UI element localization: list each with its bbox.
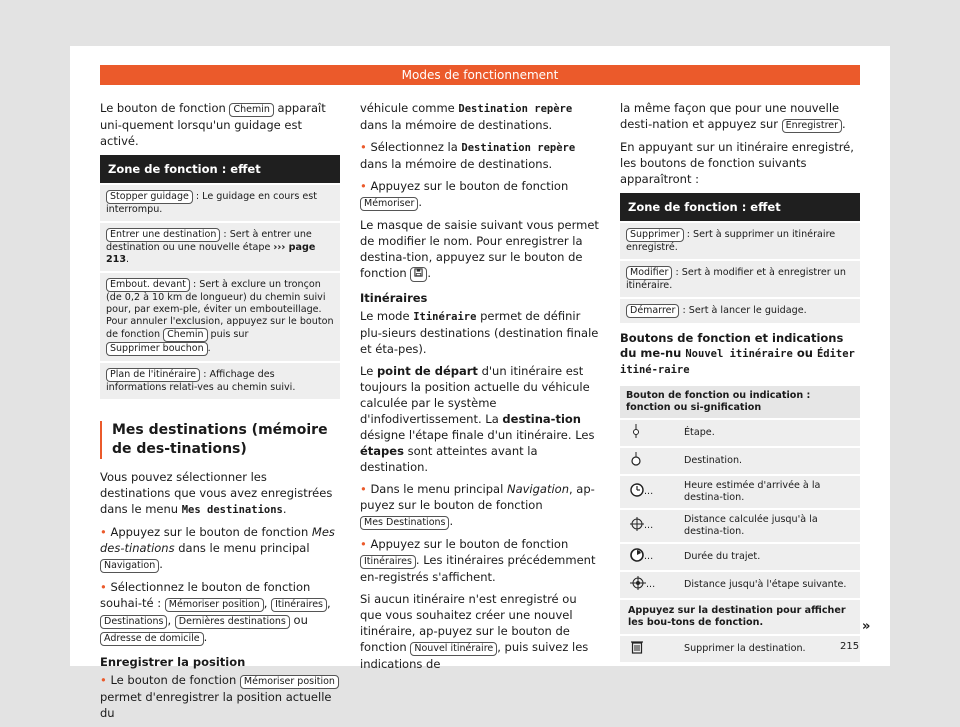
- table-row: Modifier : Sert à modifier et à enregistrer un itinéraire.: [620, 261, 860, 297]
- page-number: 215: [840, 641, 860, 652]
- column-1: [100, 100, 340, 727]
- table-header: Bouton de fonction ou indication : fonction ou si-gnification: [620, 386, 860, 418]
- table-row: Destination.: [620, 448, 860, 474]
- plan-itineraire-button[interactable]: Plan de l'itinéraire: [106, 368, 200, 382]
- paragraph: Le masque de saisie suivant vous permet de modifier le nom. Pour enregistrer la destina-tion, appuyez sur le bouton de fonction .: [360, 218, 599, 280]
- table-row: Entrer une destination : Sert à entrer une destination ou une nouvelle étape ››› page 213.: [100, 223, 340, 271]
- supprimer-bouchon-button[interactable]: Supprimer bouchon: [106, 342, 208, 356]
- chemin-button[interactable]: Chemin: [229, 103, 273, 117]
- mes-destinations-button[interactable]: Mes Destinations: [360, 516, 449, 530]
- bullet-item: • Sélectionnez la Destination repère dans la mémoire de destinations.: [360, 140, 576, 171]
- destination-icon: [630, 452, 642, 470]
- icons-table: [620, 386, 860, 662]
- supprimer-button[interactable]: Supprimer: [626, 228, 684, 242]
- dernieres-destinations-button[interactable]: Dernières destinations: [175, 615, 290, 629]
- paragraph: Le mode Itinéraire permet de définir plu-sieurs destinations (destination finale et éta-pes).: [360, 309, 599, 356]
- itineraires-button[interactable]: Itinéraires: [271, 598, 327, 612]
- table-row: ... Distance jusqu'à l'étape suivante.: [620, 572, 860, 598]
- paragraph: Le point de départ d'un itinéraire est toujours la position actuelle du véhicule calculée par le système d'infodivertissement. La destina-tion désigne l'étape finale d'un itinéraire. Les étapes sont atteintes avant la destination.: [360, 364, 595, 474]
- memoriser-position-button[interactable]: Mémoriser position: [165, 598, 264, 612]
- paragraph: En appuyant sur un itinéraire enregistré, les boutons de fonction suivants apparaîtront :: [620, 140, 854, 186]
- function-table-1: [100, 155, 340, 399]
- table-row: Plan de l'itinéraire : Affichage des informations relati-ves au chemin suivi.: [100, 363, 340, 399]
- memoriser-position-button[interactable]: Mémoriser position: [240, 675, 339, 689]
- table-row: Embout. devant : Sert à exclure un tronçon (de 0,2 à 10 km de longueur) du chemin suivi pour, par exem-ple, éviter un embouteillage. Pour annuler l'exclusion, appuyez sur le bouton de fonction Chemin puis sur Supprimer bouchon .: [100, 273, 340, 361]
- destinations-button[interactable]: Destinations: [100, 615, 167, 629]
- table-row: Supprimer la destination.: [620, 636, 860, 662]
- chemin-button[interactable]: Chemin: [163, 328, 207, 342]
- save-icon[interactable]: [410, 267, 427, 282]
- intro-paragraph: Le bouton de fonction Chemin apparaît uni-quement lorsqu'un guidage est activé.: [100, 101, 326, 148]
- table-row: Démarrer : Sert à lancer le guidage.: [620, 299, 860, 323]
- table-row: Étape.: [620, 420, 860, 446]
- bullet-item: • Le bouton de fonction Mémoriser position permet d'enregistrer la position actuelle du: [100, 672, 340, 721]
- column-3: [620, 100, 860, 664]
- bullet-item: • Appuyez sur le bouton de fonction Itinéraires . Les itinéraires précédemment en-registrés s'affichent.: [360, 537, 596, 584]
- duration-icon: [630, 548, 644, 566]
- enregistrer-button[interactable]: Enregistrer: [782, 119, 842, 133]
- stopper-guidage-button[interactable]: Stopper guidage: [106, 190, 193, 204]
- modifier-button[interactable]: Modifier: [626, 266, 672, 280]
- adresse-domicile-button[interactable]: Adresse de domicile: [100, 632, 204, 646]
- itineraires-button[interactable]: Itinéraires: [360, 555, 416, 569]
- clock-icon: [630, 483, 644, 501]
- bullet-item: • Sélectionnez le bouton de fonction souhai-té : Mémoriser position , Itinéraires , Destinations , Dernières destinations ou Adresse de domicile .: [100, 580, 331, 644]
- table-header: Zone de fonction : effet: [620, 193, 860, 221]
- nouvel-itineraire-button[interactable]: Nouvel itinéraire: [410, 642, 497, 656]
- bullet-item: • Dans le menu principal Navigation, ap-puyez sur le bouton de fonction Mes Destinations .: [360, 482, 595, 528]
- continue-arrow: »: [862, 619, 871, 634]
- table-row: Stopper guidage : Le guidage en cours est interrompu.: [100, 185, 340, 221]
- subheading: Itinéraires: [360, 291, 428, 305]
- paragraph: Vous pouvez sélectionner les destinations que vous avez enregistrées dans le menu Mes destinations.: [100, 470, 333, 516]
- table-row: Supprimer : Sert à supprimer un itinéraire enregistré.: [620, 223, 860, 259]
- next-waypoint-distance-icon: [630, 576, 646, 594]
- bullet-item: • Appuyez sur le bouton de fonction Mémoriser .: [360, 179, 569, 209]
- table-note: Appuyez sur la destination pour afficher les bou-tons de fonction.: [620, 600, 860, 634]
- table-header: Zone de fonction : effet: [100, 155, 340, 183]
- subheading: Boutons de fonction et indications du me-nu Nouvel itinéraire ou Éditer itiné-raire: [620, 331, 855, 376]
- section-title: Mes destinations (mémoire de des-tinations): [100, 421, 340, 459]
- paragraph: véhicule comme Destination repère dans la mémoire de destinations.: [360, 101, 573, 132]
- trash-icon[interactable]: [630, 640, 644, 658]
- memoriser-button[interactable]: Mémoriser: [360, 197, 418, 211]
- distance-target-icon: [630, 517, 644, 535]
- section-header: Modes de fonctionnement: [100, 65, 860, 85]
- column-2: [360, 100, 600, 678]
- paragraph: la même façon que pour une nouvelle desti-nation et appuyez sur Enregistrer .: [620, 101, 846, 131]
- table-row: ... Distance calculée jusqu'à la destina-tion.: [620, 510, 860, 542]
- waypoint-icon: [630, 424, 642, 442]
- embout-devant-button[interactable]: Embout. devant: [106, 278, 190, 292]
- navigation-button[interactable]: Navigation: [100, 559, 159, 573]
- page-link[interactable]: ››› page 213: [106, 242, 316, 265]
- table-row: ... Durée du trajet.: [620, 544, 860, 570]
- paragraph: Si aucun itinéraire n'est enregistré ou que vous souhaitez créer une nouvel itinéraire, ap-puyez sur le bouton de fonction Nouvel itinéraire , puis suivez les indications de: [360, 592, 589, 671]
- subheading: Enregistrer la position: [100, 655, 246, 669]
- table-row: ... Heure estimée d'arrivée à la destina-tion.: [620, 476, 860, 508]
- function-table-2: [620, 193, 860, 323]
- entrer-destination-button[interactable]: Entrer une destination: [106, 228, 220, 242]
- demarrer-button[interactable]: Démarrer: [626, 304, 679, 318]
- bullet-item: • Appuyez sur le bouton de fonction Mes des-tinations dans le menu principal Navigation .: [100, 525, 335, 571]
